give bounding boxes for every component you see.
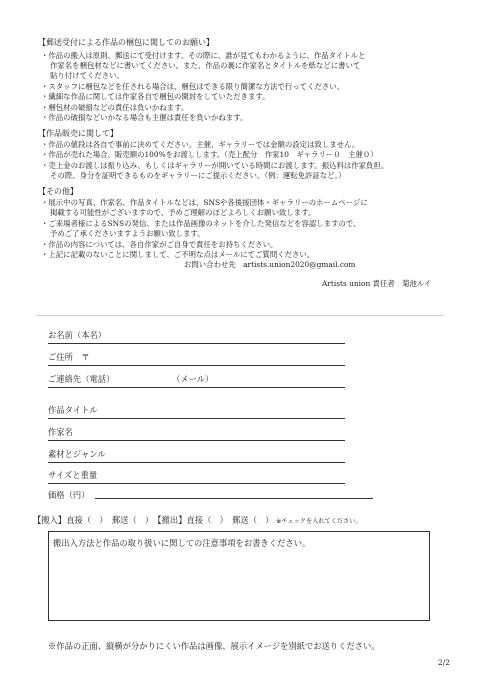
sales-line-3: ・売上金のお渡しは振り込み、もしくはギャラリーが開いている時間にお渡します。振込料は作家負担。 [41, 161, 389, 170]
name-field-line[interactable] [48, 343, 345, 344]
phone-field-label: ご連絡先（電話） [48, 374, 115, 384]
footnote: ※作品の正面、縦横が分かりにくい作品は画像、展示イメージを別紙でお送りください。 [48, 641, 380, 651]
contact-field-line[interactable] [48, 387, 345, 388]
delivery-check-row[interactable] [33, 514, 362, 526]
notes-box[interactable] [48, 531, 430, 621]
other-line-2: 掲載する可能性がございますので、予めご理解のほどよろしくお願い致します。 [50, 208, 316, 217]
sales-line-4: その際、身分を証明できるものをギャラリーにご提示ください。（例：運転免許証など。） [50, 171, 346, 180]
artist-field-line[interactable] [48, 440, 345, 441]
title-field-label: 作品タイトル [48, 405, 98, 415]
delivery-check-note: ※チェックを入れてください。 [276, 518, 362, 525]
other-line-4: 予めご了承くださいますようお願い致します。 [50, 229, 205, 238]
other-line-1: ・展示中の写真、作家名、作品タイトルなどは、SNSや各後援団体・ギャラリーのホームページに [41, 198, 368, 207]
mail-line-3: 貼り付けてください。 [50, 71, 124, 80]
section-divider [36, 315, 444, 316]
name-field-label: お名前（本名） [48, 330, 107, 340]
mail-section-title: 【郵送受付による作品の梱包に関してのお願い】 [38, 38, 214, 47]
title-field-line[interactable] [48, 418, 345, 419]
price-field-label: 価格（円） [48, 490, 90, 500]
mail-field-label: （メール） [172, 374, 214, 384]
mail-line-6: ・梱包材の破損などの責任は負いかねます。 [41, 103, 189, 112]
mail-line-1: ・作品の搬入は原則、郵送にて受付けます。その際に、誰が見てもわかるように、作品タイトルと [41, 51, 366, 60]
mail-line-2: 作家名を梱包材などに書いてください。また、作品の裏に作家名とタイトルを紙などに書いて [50, 61, 361, 70]
size-field-label: サイズと重量 [48, 470, 98, 480]
mail-line-7: ・作品の破損などいかなる場合も主催は責任を負いかねます。 [41, 113, 248, 122]
other-line-3: ・ご来場者様によるSNSの発信、または作品画像のネットを介した発信などを容認しますので、 [41, 219, 361, 228]
address-field-line[interactable] [48, 365, 345, 366]
signature: Artists union 責任者 菊池ルイ [322, 279, 432, 288]
material-field-line[interactable] [48, 462, 345, 463]
page-number: 2/2 [438, 658, 450, 667]
sales-line-2: ・作品が売れた場合、販売額の100%をお渡しします。（売上配分 作家10 ギャラリー０ 主催０） [41, 150, 378, 159]
sales-line-1: ・作品の値段は各自で事前に決めてください。主催、ギャラリーでは金額の設定は致しません。 [41, 140, 360, 149]
contact-line: お問い合わせ先 artists.union2020@gmail.com [184, 260, 356, 269]
notes-box-text: 搬出入方法と作品の取り扱いに関しての注意事項をお書きください。 [53, 538, 311, 548]
artist-field-label: 作家名 [48, 427, 73, 437]
address-field-label: ご住所 〒 [48, 352, 90, 362]
material-field-label: 素材とジャンル [48, 449, 106, 459]
other-line-5: ・作品の内容については、各自作家がご自身で責任をお持ちください。 [41, 240, 278, 249]
price-field-line[interactable] [95, 498, 373, 499]
sales-section-title: 【作品販売に関して】 [38, 129, 118, 138]
mail-line-4: ・スタッフに梱包などを任される場合は、梱包はできる限り簡潔な方法で行ってください。 [41, 82, 345, 91]
other-section-title: 【その他】 [38, 187, 78, 196]
delivery-check-text[interactable]: 【搬入】直接（ ） 郵送（ ） 【搬出】直接（ ） 郵送（ ） [33, 515, 274, 525]
mail-line-5: ・繊細な作品に関しては作家各自で梱包の開封をしていただきます。 [41, 92, 270, 101]
other-line-6: ・上記に記載のないことに関しまして、ご不明な点はメールにてご質問ください。 [41, 250, 315, 259]
size-field-line[interactable] [48, 483, 345, 484]
